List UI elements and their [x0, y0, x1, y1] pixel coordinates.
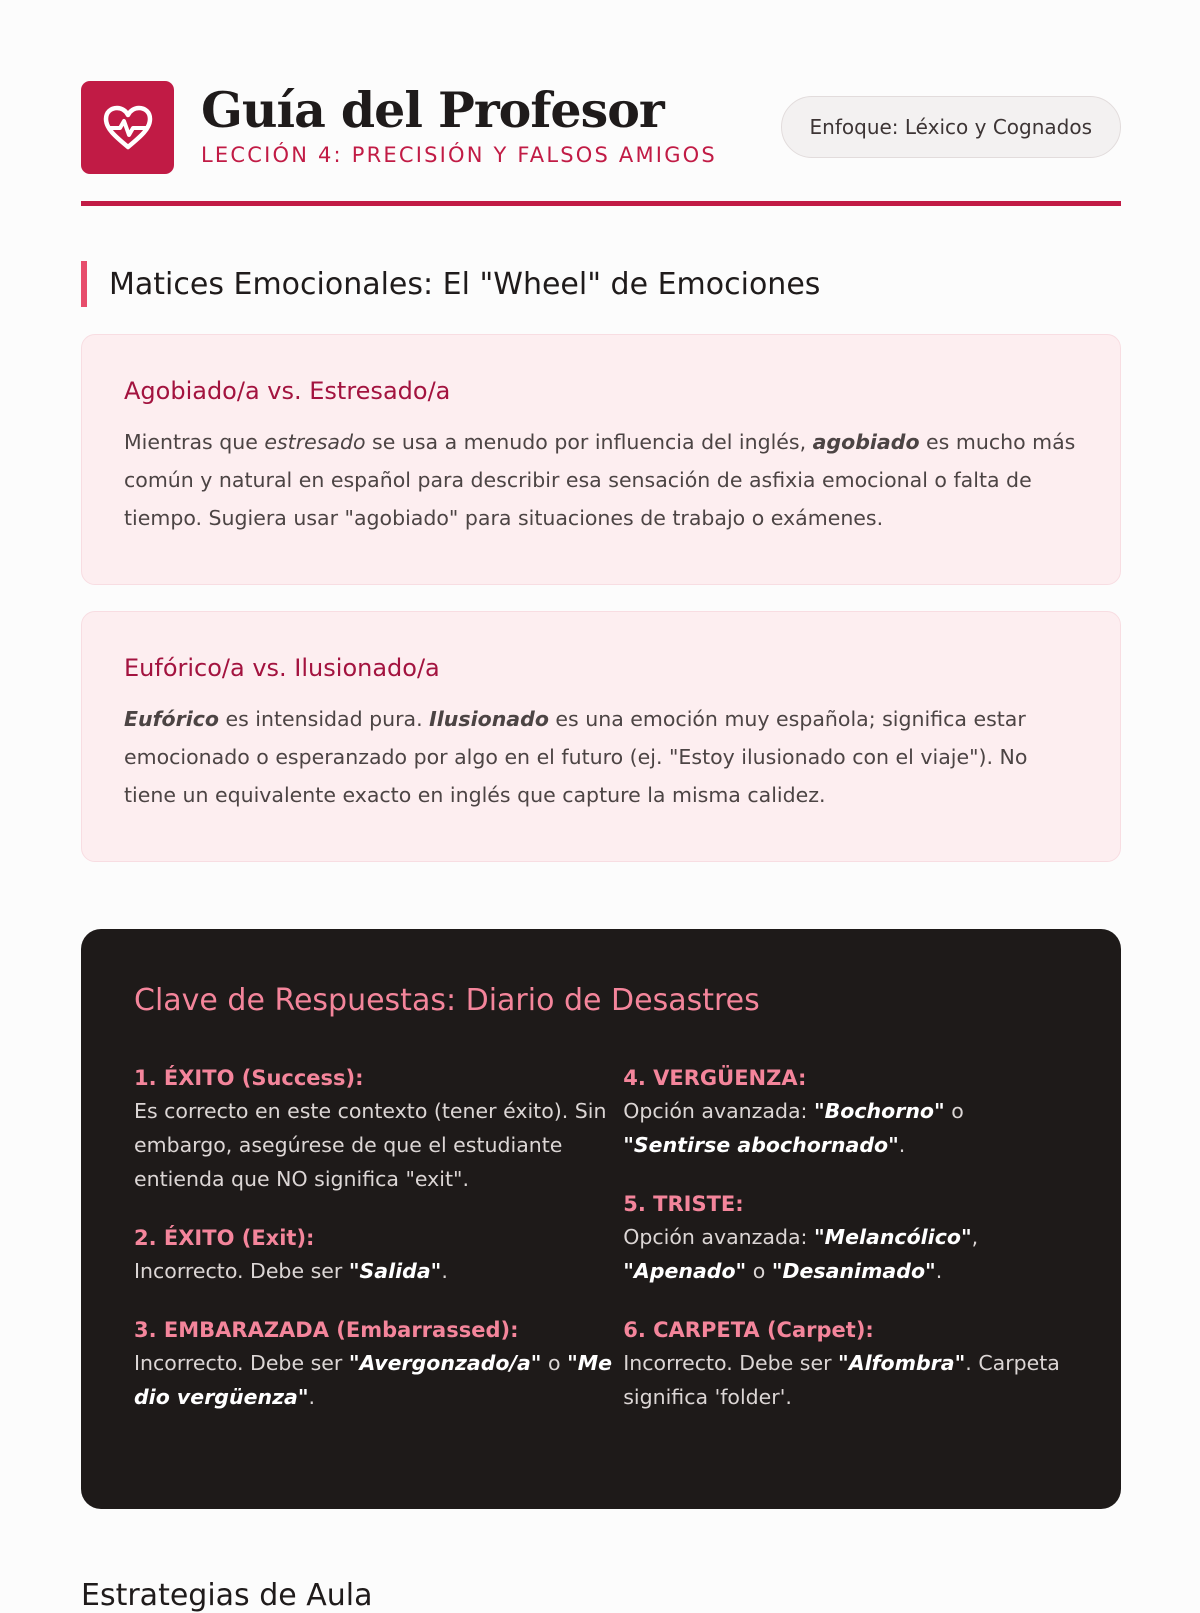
card-text: Eufórico es intensidad pura. Ilusionado es una emoción muy española; significa estar emocionado o esperanzado por algo en el futuro (ej. "Estoy ilusionado con el viaje"). No tiene un equivalente exacto en inglés que capture la misma calidez. — [124, 707, 1028, 807]
section-title: Matices Emocionales: El "Wheel" de Emociones — [81, 261, 820, 307]
card-title: Eufórico/a vs. Ilusionado/a — [124, 654, 440, 682]
header — [81, 0, 1121, 206]
page-title: Guía del Profesor — [201, 81, 664, 139]
card-euforico — [81, 611, 1121, 862]
answer-key-title: Clave de Respuestas: Diario de Desastres — [134, 983, 760, 1018]
answer-item: 1. ÉXITO (Success): Es correcto en este contexto (tener éxito). Sin embargo, asegúrese de que el estudiante entienda que NO significa "exit". — [134, 1066, 607, 1191]
card-agobiado — [81, 334, 1121, 585]
heart-pulse-icon — [102, 104, 154, 152]
lesson-subtitle: LECCIÓN 4: PRECISIÓN Y FALSOS AMIGOS — [201, 143, 717, 167]
teacher-guide-page — [81, 0, 1121, 1613]
answer-column-right — [623, 1062, 1068, 1440]
answer-item: 2. ÉXITO (Exit): Incorrecto. Debe ser "Salida". — [134, 1226, 448, 1283]
answer-item: 5. TRISTE: Opción avanzada: "Melancólico", "Apenado" o "Desanimado". — [623, 1192, 979, 1283]
logo — [81, 81, 174, 174]
focus-badge: Enfoque: Léxico y Cognados — [781, 96, 1121, 158]
answer-column-left — [134, 1062, 623, 1440]
card-text: Mientras que estresado se usa a menudo por influencia del inglés, agobiado es mucho más común y natural en español para describir esa sensación de asfixia emocional o falta de tiempo. Sugiera usar "agobiado" para situaciones de trabajo o exámenes. — [124, 430, 1076, 530]
answer-key-panel — [81, 929, 1121, 1509]
card-title: Agobiado/a vs. Estresado/a — [124, 377, 451, 405]
answer-item: 4. VERGÜENZA: Opción avanzada: "Bochorno" o "Sentirse abochornado". — [623, 1066, 964, 1157]
answer-item: 6. CARPETA (Carpet): Incorrecto. Debe ser "Alfombra". Carpeta significa 'folder'. — [623, 1318, 1060, 1409]
strategies-heading: Estrategias de Aula — [81, 1578, 373, 1613]
answer-item: 3. EMBARAZADA (Embarrassed): Incorrecto. Debe ser "Avergonzado/a" o "Me dio vergüenza". — [134, 1318, 613, 1409]
